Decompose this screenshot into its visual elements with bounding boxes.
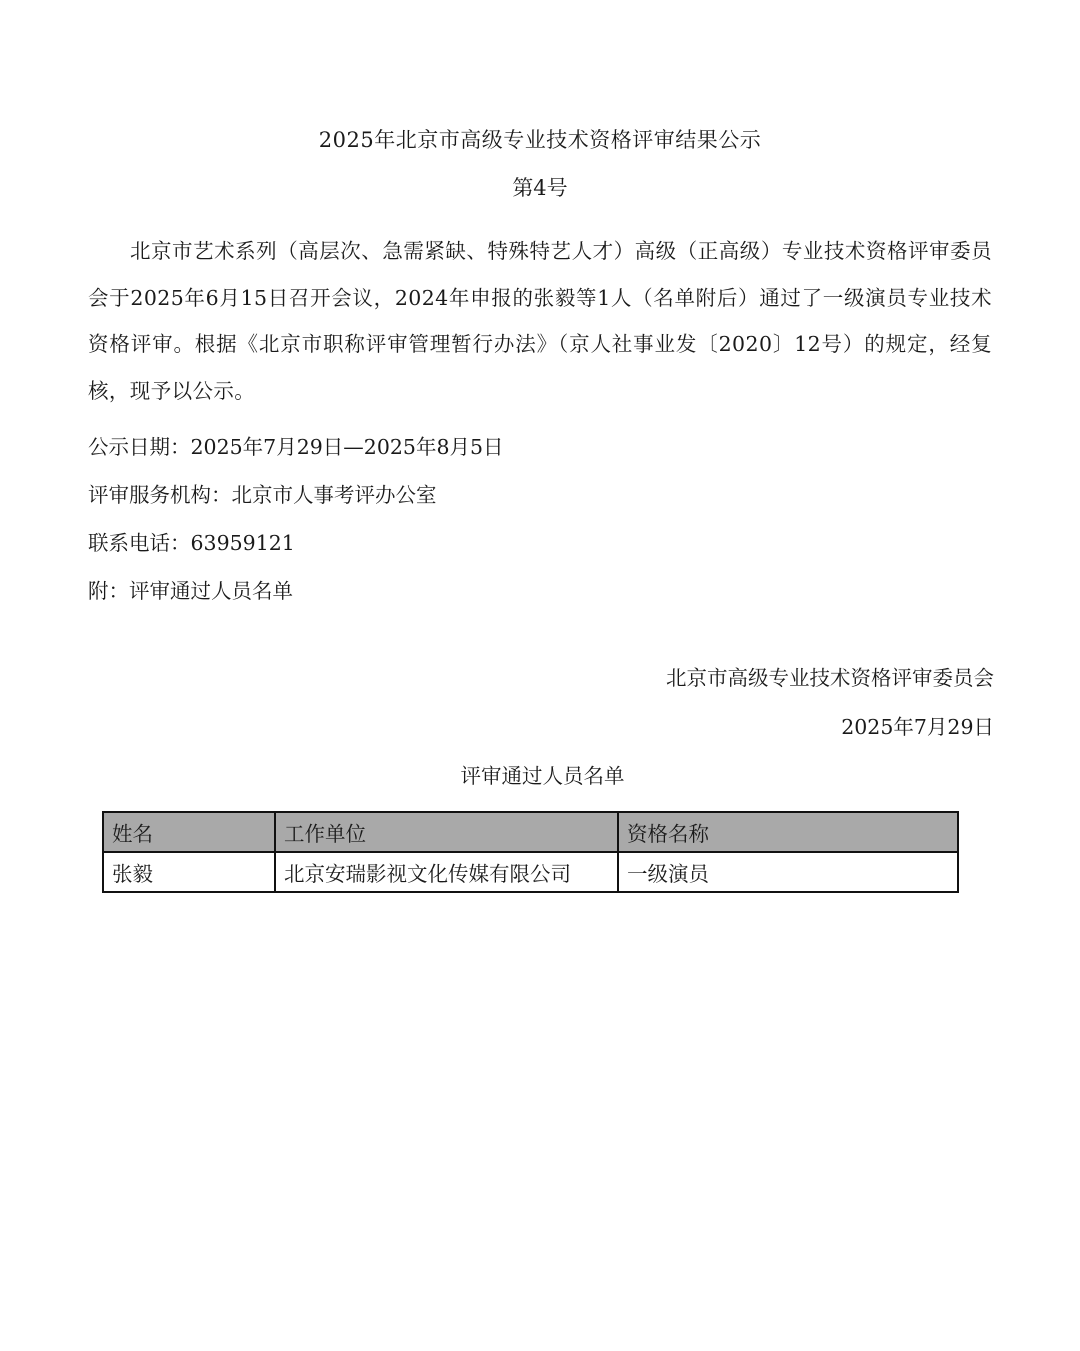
announcement-paragraph: 北京市艺术系列（高层次、急需紧缺、特殊特艺人才）高级（正高级）专业技术资格评审委员会于2025年6月15日召开会议，2024年申报的张毅等1人（名单附后）通过了一级演员专业技术资格评审。根据《北京市职称评审管理暂行办法》（京人社事业发〔2020〕12号）的规定，经复核，现予以公示。 — [88, 239, 992, 403]
table-header-row — [103, 812, 958, 852]
column-header-qualification: 资格名称 — [618, 812, 958, 852]
attachment-note — [88, 575, 988, 607]
column-header-name: 姓名 — [103, 812, 275, 852]
review-agency — [88, 479, 988, 511]
publicity-period-value: 2025年7月29日—2025年8月5日 — [190, 435, 504, 459]
signature-organization: 北京市高级专业技术资格评审委员会 — [666, 666, 994, 690]
cell-name: 张毅 — [103, 852, 275, 892]
review-agency-label: 评审服务机构： — [88, 483, 232, 507]
publicity-period-label: 公示日期： — [88, 435, 191, 459]
attachment-value: 评审通过人员名单 — [129, 579, 293, 603]
approved-personnel-table — [102, 811, 959, 893]
cell-employer: 北京安瑞影视文化传媒有限公司 — [275, 852, 618, 892]
document-number: 第4号 — [512, 176, 568, 200]
contact-phone-value: 63959121 — [190, 531, 295, 555]
signature-date: 2025年7月29日 — [841, 715, 994, 739]
approved-list-title: 评审通过人员名单 — [460, 764, 625, 788]
document-title: 2025年北京市高级专业技术资格评审结果公示 — [318, 128, 762, 152]
publicity-period — [88, 431, 988, 463]
column-header-employer: 工作单位 — [275, 812, 618, 852]
contact-phone-label: 联系电话： — [88, 531, 191, 555]
table-row — [103, 852, 958, 892]
review-agency-value: 北京市人事考评办公室 — [231, 483, 437, 507]
attachment-label: 附： — [88, 579, 129, 603]
contact-phone — [88, 527, 988, 559]
cell-qualification: 一级演员 — [618, 852, 958, 892]
